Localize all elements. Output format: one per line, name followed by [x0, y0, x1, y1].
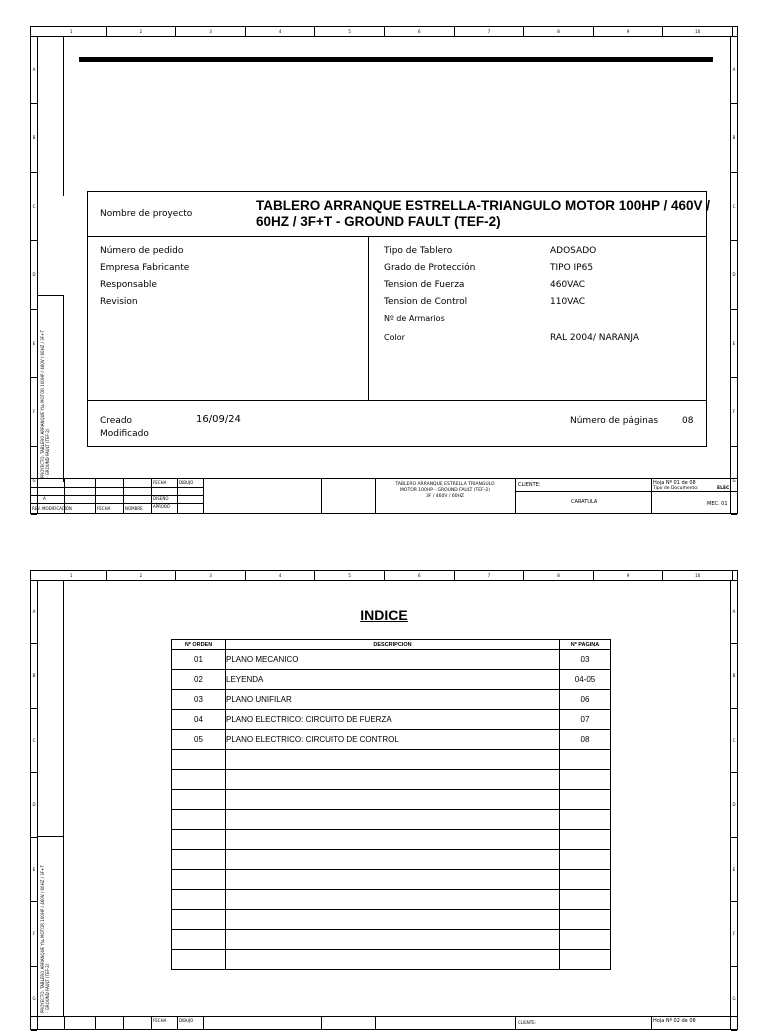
side-project-text: PROYECTO: TABLERO ARRANQUE Y/∆ MOTOR 100HP / 460V / 60HZ / 3F+T - GROUND FAULT (TEF-2)	[40, 330, 50, 478]
cell-empty	[172, 930, 226, 950]
tb-label-fecha: FECHA	[153, 1018, 167, 1023]
cell-pagina: 08	[560, 730, 611, 750]
ruler-col-1: 1	[37, 27, 107, 36]
tb-doc-type-value: ELEC	[717, 486, 730, 491]
ruler-col-7: 7	[455, 27, 525, 36]
table-row-empty	[172, 770, 611, 790]
table-row-empty	[172, 810, 611, 830]
table-row-empty	[172, 910, 611, 930]
ruler-col-2: 2	[107, 571, 177, 580]
ruler-col-5: 5	[315, 27, 385, 36]
spec-label: Tension de Control	[384, 297, 468, 307]
cell-pagina: 06	[560, 690, 611, 710]
ruler-col-10: 10	[663, 571, 733, 580]
side-panel-bottom	[37, 295, 64, 482]
cell-empty	[172, 830, 226, 850]
table-row	[172, 710, 611, 730]
tb-line	[651, 1017, 652, 1029]
table-row-empty	[172, 790, 611, 810]
side-panel-top	[37, 36, 64, 196]
ruler-col-8: 8	[524, 571, 594, 580]
tb-line	[64, 1017, 65, 1029]
tb-line	[31, 487, 203, 488]
table-row-empty	[172, 890, 611, 910]
table-row	[172, 670, 611, 690]
spec-value: 460VAC	[550, 280, 586, 290]
ruler-row-G: G	[31, 447, 37, 515]
project-name-row	[88, 192, 711, 237]
tb-sheet-number: Hoja Nº 01 de 08	[653, 480, 696, 486]
spec-label: Grado de Protección	[384, 263, 476, 273]
cell-empty	[226, 790, 560, 810]
row-ruler-right	[730, 580, 737, 1029]
cover-sheet	[30, 26, 738, 514]
field-label: Responsable	[100, 280, 157, 290]
tb-description	[375, 482, 515, 500]
ruler-row-D: D	[31, 773, 37, 837]
tb-line	[321, 479, 322, 513]
tb-line	[151, 479, 152, 513]
cell-empty	[172, 750, 226, 770]
cell-empty	[560, 870, 611, 890]
ruler-row-G: G	[31, 967, 37, 1031]
tb-line	[123, 1017, 124, 1029]
ruler-row-E: E	[31, 838, 37, 902]
tb-line	[151, 1017, 152, 1029]
ruler-row-B: B	[731, 644, 737, 708]
project-details	[88, 236, 706, 401]
tb-label-fecha: FECHA	[153, 480, 167, 485]
tb-line	[321, 1017, 322, 1029]
col-descripcion: DESCRIPCION	[226, 640, 560, 650]
tb-desc-line: 3F / 460V / 60HZ	[425, 494, 465, 499]
cell-empty	[226, 950, 560, 970]
cell-empty	[172, 810, 226, 830]
ruler-row-G: G	[731, 967, 737, 1031]
cell-desc: PLANO ELECTRICO: CIRCUITO DE CONTROL	[226, 730, 560, 750]
ruler-col-5: 5	[315, 571, 385, 580]
cell-orden: 05	[172, 730, 226, 750]
cell-desc: PLANO UNIFILAR	[226, 690, 560, 710]
tb-line	[203, 479, 204, 513]
tb-client-label: CLIENTE:	[518, 1020, 537, 1025]
tb-label-modificacion: MODIFICACIÓN	[42, 506, 72, 511]
ruler-row-G: G	[731, 447, 737, 515]
cell-empty	[172, 950, 226, 970]
cell-empty	[560, 770, 611, 790]
side-project-text: PROYECTO: TABLERO ARRANQUE Y/∆ MOTOR 100HP / 460V / 60HZ / 3F+T - GROUND FAULT (TEF-2)	[40, 865, 50, 1013]
ruler-col-3: 3	[176, 27, 246, 36]
tb-desc-line: TABLERO ARRANQUE ESTRELLA TRIANGULO	[395, 482, 495, 487]
tb-line	[515, 1017, 516, 1029]
spec-label: Color	[384, 333, 405, 342]
tb-line	[651, 479, 652, 513]
details-divider	[368, 236, 369, 400]
index-heading: INDICE	[360, 607, 408, 623]
cell-empty	[226, 770, 560, 790]
tb-sheet-number: Hoja Nº 02 de 08	[653, 1018, 696, 1024]
tb-label-nombre: NOMBRE	[125, 506, 143, 511]
ruler-row-F: F	[31, 902, 37, 966]
ruler-col-2: 2	[107, 27, 177, 36]
modified-label: Modificado	[100, 429, 149, 439]
ruler-row-E: E	[731, 838, 737, 902]
table-row	[172, 650, 611, 670]
ruler-col-1: 1	[37, 571, 107, 580]
spec-label: Nº de Armarios	[384, 314, 445, 323]
cell-empty	[172, 850, 226, 870]
ruler-row-F: F	[31, 378, 37, 446]
ruler-row-A: A	[31, 36, 37, 104]
cell-orden: 01	[172, 650, 226, 670]
cell-pagina: 04-05	[560, 670, 611, 690]
ruler-row-D: D	[31, 241, 37, 309]
table-row	[172, 690, 611, 710]
field-label: Empresa Fabricante	[100, 263, 190, 273]
ruler-col-6: 6	[385, 27, 455, 36]
title-block	[31, 478, 737, 513]
spec-label: Tipo de Tablero	[384, 246, 453, 256]
ruler-col-4: 4	[246, 27, 316, 36]
ruler-row-B: B	[31, 644, 37, 708]
tb-line	[515, 479, 516, 513]
cell-empty	[560, 890, 611, 910]
ruler-row-D: D	[731, 773, 737, 837]
cell-pagina: 07	[560, 710, 611, 730]
cell-empty	[560, 750, 611, 770]
table-row	[172, 730, 611, 750]
cell-desc: LEYENDA	[226, 670, 560, 690]
created-label: Creado	[100, 416, 133, 426]
tb-line	[123, 479, 124, 513]
spec-value: TIPO IP65	[550, 263, 594, 273]
cell-empty	[226, 750, 560, 770]
field-label: Revision	[100, 297, 138, 307]
cell-empty	[226, 830, 560, 850]
index-sheet	[30, 570, 738, 1030]
tb-client-label: CLIENTE:	[518, 482, 541, 488]
ruler-col-9: 9	[594, 27, 664, 36]
ruler-row-A: A	[731, 36, 737, 104]
title-block	[31, 1016, 737, 1029]
ruler-row-B: B	[31, 104, 37, 172]
ruler-row-A: A	[731, 580, 737, 644]
cell-empty	[560, 790, 611, 810]
cell-empty	[560, 930, 611, 950]
cell-empty	[172, 890, 226, 910]
tb-line	[375, 1017, 376, 1029]
tb-label-diseno: DISEÑO	[153, 496, 169, 501]
cell-empty	[226, 850, 560, 870]
tb-label-aprobo: APROBÓ	[153, 504, 170, 509]
index-body	[172, 650, 611, 970]
ruler-row-E: E	[731, 310, 737, 378]
spec-value: RAL 2004/ NARANJA	[550, 333, 640, 343]
ruler-row-F: F	[731, 902, 737, 966]
side-panel-bottom	[37, 836, 64, 1017]
index-table	[171, 639, 611, 970]
tb-label-fecha2: FECHA	[97, 506, 111, 511]
cell-empty	[172, 770, 226, 790]
project-name-label: Nombre de proyecto	[100, 209, 193, 219]
tb-desc-line: MOTOR 100HP - GROUND FAULT (TEF-2)	[400, 488, 490, 493]
tb-label-dibujo: DIBUJO	[179, 1018, 194, 1023]
table-row-empty	[172, 950, 611, 970]
tb-line	[515, 491, 737, 492]
ruler-row-C: C	[731, 173, 737, 241]
table-row-empty	[172, 870, 611, 890]
ruler-row-B: B	[731, 104, 737, 172]
cell-empty	[226, 930, 560, 950]
pages-count: 08	[682, 416, 694, 426]
cell-empty	[172, 790, 226, 810]
cell-orden: 03	[172, 690, 226, 710]
table-row-empty	[172, 930, 611, 950]
column-ruler	[31, 27, 737, 37]
ruler-row-D: D	[731, 241, 737, 309]
ruler-row-C: C	[31, 173, 37, 241]
row-ruler-right	[730, 36, 737, 513]
tb-drawing-code: MEC. 01	[707, 501, 728, 507]
col-orden: Nº ORDEN	[172, 640, 226, 650]
spec-value: ADOSADO	[550, 246, 597, 256]
index-header-row	[172, 640, 611, 650]
tb-line	[177, 479, 178, 513]
cell-empty	[226, 870, 560, 890]
ruler-col-3: 3	[176, 571, 246, 580]
ruler-col-7: 7	[455, 571, 525, 580]
ruler-row-F: F	[731, 378, 737, 446]
cell-empty	[226, 910, 560, 930]
cell-empty	[560, 850, 611, 870]
cell-empty	[560, 810, 611, 830]
tb-line	[95, 1017, 96, 1029]
ruler-col-6: 6	[385, 571, 455, 580]
column-ruler	[31, 571, 737, 581]
cell-orden: 04	[172, 710, 226, 730]
tb-line	[31, 495, 203, 496]
tb-line	[95, 479, 96, 513]
tb-line	[203, 1017, 204, 1029]
tb-doc-type-label: Tipo de Documento:	[653, 486, 699, 491]
cell-desc: PLANO ELECTRICO: CIRCUITO DE FUERZA	[226, 710, 560, 730]
cell-pagina: 03	[560, 650, 611, 670]
project-info-box	[87, 191, 711, 447]
created-date: 16/09/24	[196, 414, 241, 425]
header-rule	[79, 57, 713, 62]
cell-empty	[172, 910, 226, 930]
spec-value: 110VAC	[550, 297, 586, 307]
field-label: Número de pedido	[100, 246, 184, 256]
tb-label-rev: REV.	[32, 506, 41, 511]
cell-empty	[226, 890, 560, 910]
table-row-empty	[172, 750, 611, 770]
spec-label: Tension de Fuerza	[384, 280, 465, 290]
ruler-col-8: 8	[524, 27, 594, 36]
tb-revision-letter: A	[43, 496, 46, 501]
cell-empty	[172, 870, 226, 890]
cell-empty	[560, 950, 611, 970]
col-pagina: Nº PAGINA	[560, 640, 611, 650]
ruler-row-C: C	[31, 709, 37, 773]
tb-sheet-name: CARATULA	[571, 499, 598, 505]
cell-empty	[560, 910, 611, 930]
project-title-line2: 60HZ / 3F+T - GROUND FAULT (TEF-2)	[256, 214, 501, 229]
table-row-empty	[172, 830, 611, 850]
ruler-col-10: 10	[663, 27, 733, 36]
pages-label: Número de páginas	[570, 416, 659, 426]
project-title-line1: TABLERO ARRANQUE ESTRELLA-TRIANGULO MOTOR 100HP / 460V /	[256, 198, 711, 213]
tb-line	[31, 503, 203, 504]
ruler-col-9: 9	[594, 571, 664, 580]
ruler-row-A: A	[31, 580, 37, 644]
ruler-row-E: E	[31, 310, 37, 378]
ruler-row-C: C	[731, 709, 737, 773]
cell-orden: 02	[172, 670, 226, 690]
tb-line	[177, 1017, 178, 1029]
cell-empty	[226, 810, 560, 830]
cell-empty	[560, 830, 611, 850]
table-row-empty	[172, 850, 611, 870]
tb-label-dibujo: DIBUJO	[179, 480, 194, 485]
ruler-col-4: 4	[246, 571, 316, 580]
cell-desc: PLANO MECANICO	[226, 650, 560, 670]
